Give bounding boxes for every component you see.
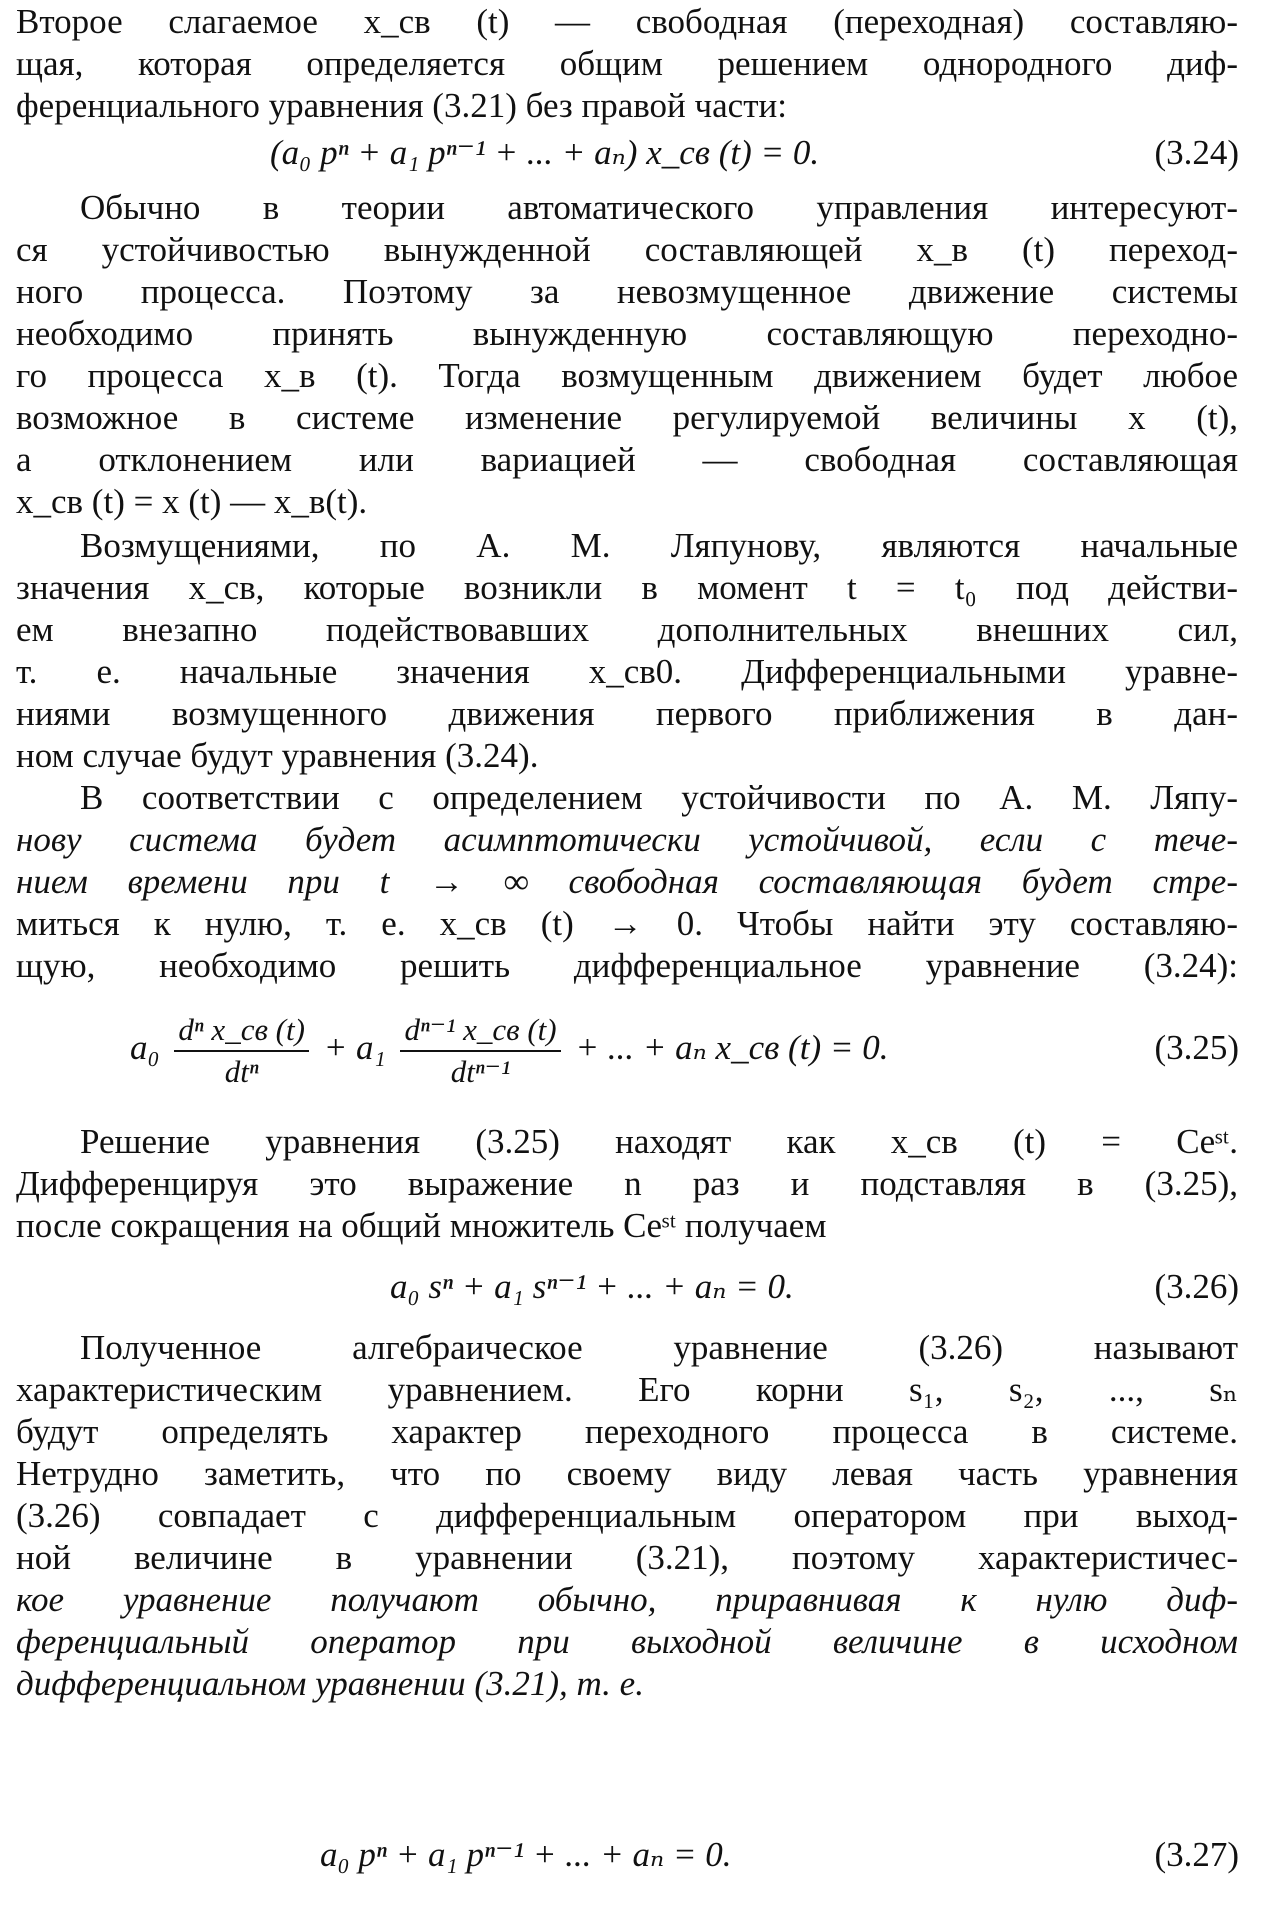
fraction-denominator: dtⁿ — [224, 1053, 259, 1089]
fraction-second-derivative — [400, 1012, 560, 1090]
text-line: В соответствии с определением устойчивости по А. М. Ляпу- — [80, 778, 1238, 817]
text-line: Дифференцируя это выражение n раз и подставляя в (3.25), — [16, 1164, 1238, 1203]
text-line: Полученное алгебраическое уравнение (3.26) называют — [80, 1328, 1238, 1367]
equation-number: (3.27) — [1154, 1835, 1239, 1874]
text-line: ном случае будут уравнения (3.24). — [16, 736, 539, 775]
text-line: (3.26) совпадает с дифференциальным оператором при выход- — [16, 1496, 1238, 1535]
equation-number: (3.25) — [1154, 1028, 1239, 1067]
text-line: кое уравнение получают обычно, приравнивая к нулю диф- — [16, 1580, 1238, 1619]
fraction-denominator: dtⁿ⁻¹ — [450, 1053, 511, 1089]
term-a1: + a₁ — [323, 1028, 386, 1067]
fraction-numerator: dⁿ⁻¹ x_св (t) — [400, 1012, 560, 1052]
text-line: после сокращения на общий множитель Ceˢᵗ получаем — [16, 1206, 827, 1245]
text-line: нову система будет асимптотически устойчивой, если с тече- — [16, 820, 1238, 859]
text-line: т. е. начальные значения x_св0. Дифференциальными уравне- — [16, 652, 1238, 691]
text-line: ференциального уравнения (3.21) без правой части: — [16, 86, 787, 125]
coef-a0: a₀ — [130, 1028, 160, 1067]
text-line: ся устойчивостью вынужденной составляющей x_в (t) переход- — [16, 230, 1238, 269]
text-line: ной величине в уравнении (3.21), поэтому характеристичес- — [16, 1538, 1238, 1577]
text-line: будут определять характер переходного процесса в системе. — [16, 1412, 1238, 1451]
text-line: ного процесса. Поэтому за невозмущенное движение системы — [16, 272, 1238, 311]
text-line: го процесса x_в (t). Тогда возмущенным движением будет любое — [16, 356, 1238, 395]
text-line: значения x_св, которые возникли в момент t = t₀ под действи- — [16, 568, 1238, 607]
text-line: возможное в системе изменение регулируемой величины x (t), — [16, 398, 1238, 437]
equation-3-25 — [0, 1000, 1261, 1096]
equation-tail: + ... + aₙ x_св (t) = 0. — [575, 1028, 889, 1067]
text-line: щую, необходимо решить дифференциальное уравнение (3.24): — [16, 946, 1238, 985]
fraction-numerator: dⁿ x_св (t) — [174, 1012, 309, 1052]
text-line: x_св (t) = x (t) — x_в(t). — [16, 482, 368, 521]
text-line: а отклонением или вариацией — свободная составляющая — [16, 440, 1238, 479]
text-line: Нетрудно заметить, что по своему виду левая часть уравнения — [16, 1454, 1238, 1493]
equation-expression: a₀ sⁿ + a₁ sⁿ⁻¹ + ... + aₙ = 0. — [390, 1267, 794, 1306]
equation-number: (3.26) — [1154, 1267, 1239, 1306]
text-line: дифференциальном уравнении (3.21), т. е. — [16, 1664, 644, 1703]
text-line: Возмущениями, по А. М. Ляпунову, являются начальные — [80, 526, 1238, 565]
text-line: щая, которая определяется общим решением однородного диф- — [16, 44, 1238, 83]
text-line: нием времени при t → ∞ свободная составляющая будет стре- — [16, 862, 1238, 901]
text-line: ниями возмущенного движения первого приближения в дан- — [16, 694, 1238, 733]
text-line: Обычно в теории автоматического управления интересуют- — [80, 188, 1238, 227]
text-line: характеристическим уравнением. Его корни s₁, s₂, ..., sₙ — [16, 1370, 1238, 1409]
equation-number: (3.24) — [1154, 133, 1239, 172]
equation-3-27 — [0, 1830, 1261, 1910]
text-line: ференциальный оператор при выходной величине в исходном — [16, 1622, 1238, 1661]
text-line: ем внезапно подействовавших дополнительных внешних сил, — [16, 610, 1238, 649]
text-line: Второе слагаемое x_св (t) — свободная (переходная) составляю- — [16, 2, 1238, 41]
text-line: миться к нулю, т. е. x_св (t) → 0. Чтобы найти эту составляю- — [16, 904, 1238, 943]
text-line: необходимо принять вынужденную составляющую переходно- — [16, 314, 1238, 353]
equation-expression: (a₀ pⁿ + a₁ pⁿ⁻¹ + ... + aₙ) x_св (t) = 0. — [270, 133, 820, 172]
fraction-first-derivative — [174, 1012, 309, 1090]
equation-expression: a₀ pⁿ + a₁ pⁿ⁻¹ + ... + aₙ = 0. — [320, 1835, 732, 1874]
text-line: Решение уравнения (3.25) находят как x_св (t) = Ceˢᵗ. — [80, 1122, 1238, 1161]
